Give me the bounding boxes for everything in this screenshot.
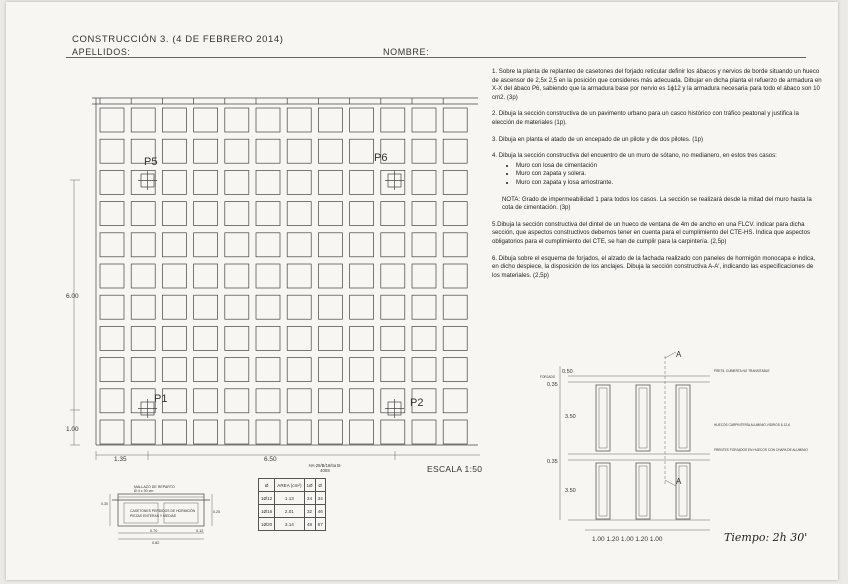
casetón-cell: [350, 420, 374, 444]
nombre-label: NOMBRE:: [383, 47, 430, 57]
casetón-cell: [381, 295, 405, 319]
casetón-cell: [100, 295, 124, 319]
rebar-cell: 1.13: [275, 492, 304, 505]
casetón-cell: [131, 420, 155, 444]
casetón-cell: [318, 295, 342, 319]
rebar-cell: 1Ø20: [259, 518, 275, 531]
dim-left-bottom: 1.00: [66, 426, 79, 433]
question-bullet: • Muro con losa de cimentación: [516, 162, 822, 171]
casetón-cell: [256, 326, 280, 350]
casetón-cell: [287, 233, 311, 257]
detail-dim-right: 0.25: [213, 510, 220, 514]
pillar-p2-label: P2: [410, 397, 424, 409]
casetón-cell: [350, 170, 374, 194]
casetón-cell: [318, 139, 342, 163]
rebar-header-cell: 1Ø: [304, 479, 315, 492]
casetón-cell: [100, 264, 124, 288]
casetón-cell: [131, 326, 155, 350]
question-text: 1. Sobre la planta de replanteo de casetones del forjado reticular definir los ábacos y nervios de borde situando un hueco de ascensor de 2,5x 2,5 en la posición que consideres más adecuada. Dibujar en dicha planta el refuerzo de armadura en X-X del ábaco P6, sabiendo que la armadura base por nervio es 1ϕ12 y la armadura necesaria para todo el ábaco son 10 cm2. (3p): [492, 68, 822, 101]
casetón-cell: [350, 108, 374, 132]
casetón-cell: [318, 326, 342, 350]
question-bullet: • Muro con zapata y solera.: [516, 170, 822, 179]
rebar-cell: 1Ø16: [259, 505, 275, 518]
question-text: 4. Dibuja la sección constructiva del encuentro de un muro de sótano, no medianero, en estos tres casos:: [492, 152, 777, 160]
facade-dim-forjado1: 0.35: [547, 382, 558, 388]
rebar-cell: 34: [315, 492, 325, 505]
casetón-cell: [443, 202, 467, 226]
rebar-header-cell: Ø: [259, 479, 275, 492]
casetón-cell: [162, 170, 186, 194]
casetón-cell: [100, 326, 124, 350]
casetón-cell: [162, 264, 186, 288]
casetón-cell: [287, 264, 311, 288]
casetón-cell: [350, 264, 374, 288]
casetón-cell: [162, 295, 186, 319]
question-text: 6. Dibuja sobre el esquema de forjados, el alzado de la fachada realizado con paneles de hormigón monocapa e indica, en dicho despiece, la disposición de los anclajes. Dibuja la sección constructiva A-A', indicando las especificaciones de los materiales. (2,5p): [492, 254, 816, 279]
casetón-cell: [318, 170, 342, 194]
casetón-cell: [225, 326, 249, 350]
casetón-cell: [443, 326, 467, 350]
pillar-p6: [374, 152, 404, 190]
casetón-cell: [318, 358, 342, 382]
casetón-cell: [100, 139, 124, 163]
detail-body-label2: PIEZAS ENTERAS Y MEDIAS: [130, 514, 177, 518]
rebar-header-cell: Ø: [315, 479, 325, 492]
casetón-cell: [381, 202, 405, 226]
detail-dim-bottom-c: 0.82: [152, 541, 160, 545]
detail-dim-left: 0.30: [101, 502, 108, 506]
casetón-cell: [162, 108, 186, 132]
casetón-cell: [381, 358, 405, 382]
casetón-cell: [256, 420, 280, 444]
casetón-cell: [194, 139, 218, 163]
casetón-cell: [412, 108, 436, 132]
question-text: NOTA: Grado de impermeabilidad 1 para todos los casos. La sección se realizará desde la mitad del muro hasta la cota de cimentación. (3p): [502, 195, 812, 212]
casetón-cell: [194, 326, 218, 350]
rebar-header-cell: AREA (cm²): [275, 479, 304, 492]
casetón-cell: [287, 420, 311, 444]
exam-time: Tiempo: 2h 30': [724, 531, 808, 544]
casetón-cell: [225, 420, 249, 444]
casetón-cell: [412, 233, 436, 257]
facade-label-pretil: PRETIL CUBIERTA NO TRANSITABLE: [714, 369, 770, 373]
casetón-cell: [256, 170, 280, 194]
facade-dim-mid1: 3.50: [565, 414, 576, 420]
casetón-cell: [100, 233, 124, 257]
casetón-cell: [225, 389, 249, 413]
rebar-cell: 24: [304, 492, 315, 505]
casetón-cell: [350, 295, 374, 319]
rebar-table: [258, 478, 326, 531]
facade-label-frentes: FRENTES FORJADOS EN HUECOS CON CHAPA DE ALUMINIO: [714, 448, 808, 452]
rebar-table-caption: HA-25/B/16/IIa B-400S: [308, 463, 342, 473]
casetón-cell: [350, 202, 374, 226]
casetón-cell: [381, 326, 405, 350]
casetón-cell: [225, 202, 249, 226]
casetón-cell: [318, 389, 342, 413]
casetón-cell: [350, 139, 374, 163]
casetón-cell: [256, 264, 280, 288]
casetón-cell: [100, 170, 124, 194]
section-a-bottom: A: [676, 477, 682, 486]
rebar-cell: 48: [304, 518, 315, 531]
casetón-cell: [350, 389, 374, 413]
casetón-cell: [412, 295, 436, 319]
casetón-cell: [256, 389, 280, 413]
rebar-cell: 46: [315, 505, 325, 518]
casetón-cell: [318, 108, 342, 132]
casetón-cell: [443, 170, 467, 194]
casetón-cell: [256, 233, 280, 257]
casetón-cell: [287, 389, 311, 413]
casetón-cell: [443, 295, 467, 319]
exam-title: CONSTRUCCIÓN 3. (4 DE FEBRERO 2014): [72, 34, 284, 45]
facade-dim-top: 0.50: [562, 369, 573, 375]
detail-top-label: MALLAZO DE REPARTO: [134, 485, 175, 489]
detail-top-label2: Ø 4 c 30 cm: [134, 489, 154, 493]
casetón-cell: [443, 389, 467, 413]
detail-dim-bottom-b: 0.12: [196, 529, 204, 533]
rebar-row: [259, 492, 326, 505]
casetón-cell: [381, 420, 405, 444]
casetón-cell: [162, 233, 186, 257]
rebar-cell: 67: [315, 518, 325, 531]
detail-body-label: CASETONES PERDIDOS DE HORMIGÓN: [130, 509, 196, 513]
facade-elevation: [540, 350, 808, 543]
casetón-cell: [443, 358, 467, 382]
dim-bottom-left: 1.35: [114, 456, 127, 463]
casetón-cell: [287, 170, 311, 194]
casetón-cell: [225, 358, 249, 382]
pillar-p2: [385, 397, 423, 418]
casetón-cell: [162, 420, 186, 444]
casetón-cell: [443, 264, 467, 288]
casetón-cell: [287, 326, 311, 350]
casetón-cell: [100, 108, 124, 132]
section-a-top: A: [676, 350, 682, 359]
casetón-cell: [256, 108, 280, 132]
casetón-cell: [350, 233, 374, 257]
casetón-cell: [131, 202, 155, 226]
casetón-cell: [287, 202, 311, 226]
casetón-cell: [100, 358, 124, 382]
casetón-cell: [381, 233, 405, 257]
casetón-cell: [318, 202, 342, 226]
casetón-cell: [100, 420, 124, 444]
rebar-cell: 1Ø12: [259, 492, 275, 505]
rebar-row: [259, 518, 326, 531]
casetón-cell: [131, 295, 155, 319]
casetón-cell: [443, 108, 467, 132]
casetón-cell: [443, 139, 467, 163]
casetón-cell: [194, 233, 218, 257]
question-text: 5.Dibuja la sección constructiva del dintel de un hueco de ventana de 4m de ancho en una FLCV. indicar para dicha sección, que aspectos constructivos debemos tener en cuenta para el cumplimiento del CTE-HS. Indica que aspectos obligatorios para el cumplimiento del CTE, se han de cumplir para la carpintería. (2,5p): [492, 220, 811, 245]
casetón-cell: [412, 358, 436, 382]
casetón-cell: [162, 202, 186, 226]
pillar-p5-label: P5: [144, 156, 158, 168]
casetón-cell: [318, 420, 342, 444]
casetón-cell: [256, 295, 280, 319]
casetón-cell: [194, 202, 218, 226]
casetón-cell: [412, 202, 436, 226]
pillar-p5: [138, 156, 157, 190]
casetón-cell: [287, 139, 311, 163]
pillar-p1-label: P1: [154, 393, 168, 405]
plan-scale: ESCALA 1:50: [427, 464, 483, 474]
casetón-cell: [162, 326, 186, 350]
casetón-cell: [194, 295, 218, 319]
casetón-cell: [225, 170, 249, 194]
casetón-cell: [256, 358, 280, 382]
casetón-cell: [412, 264, 436, 288]
casetón-cell: [318, 264, 342, 288]
casetón-cell: [131, 264, 155, 288]
casetón-cell: [381, 264, 405, 288]
pillar-p1: [138, 393, 167, 418]
casetón-cell: [100, 202, 124, 226]
pillar-p6-label: P6: [374, 152, 388, 164]
casetón-cell: [287, 358, 311, 382]
casetón-cell: [162, 358, 186, 382]
question-text: 3. Dibuja en planta el atado de un encepado de un pilote y de dos pilotes. (1p): [492, 135, 704, 143]
slab-section-detail: [101, 485, 220, 545]
casetón-cell: [287, 108, 311, 132]
casetón-cell: [194, 108, 218, 132]
casetón-cell: [412, 139, 436, 163]
detail-dim-bottom-a: 0.70: [150, 529, 158, 533]
casetón-cell: [225, 295, 249, 319]
casetón-cell: [350, 358, 374, 382]
casetón-cell: [256, 139, 280, 163]
casetón-cell: [100, 389, 124, 413]
casetón-cell: [162, 139, 186, 163]
facade-label-huecos: HUECOS CARPINTERÍA ALUMINIO VIDRIOS 6-12-6: [714, 423, 790, 427]
facade-label-forjado: FORJADO: [540, 375, 556, 379]
casetón-cell: [412, 420, 436, 444]
casetón-cell: [131, 389, 155, 413]
casetón-cell: [131, 358, 155, 382]
facade-dim-forjado2: 0.35: [547, 459, 558, 465]
rebar-cell: 32: [304, 505, 315, 518]
apellidos-label: APELLIDOS:: [72, 47, 131, 57]
rebar-cell: 2.01: [275, 505, 304, 518]
casetón-cell: [350, 326, 374, 350]
question-bullet: • Muro con zapata y losa arriostrante.: [516, 179, 822, 188]
casetón-cell: [225, 108, 249, 132]
casetón-cell: [287, 295, 311, 319]
casetón-cell: [131, 108, 155, 132]
casetón-cell: [412, 326, 436, 350]
casetón-cell: [225, 233, 249, 257]
casetón-cell: [194, 420, 218, 444]
dim-left-total: 6.00: [66, 293, 79, 300]
facade-bottom-dims: 1.00 1.20 1.00 1.20 1.00: [592, 536, 663, 543]
dim-bottom-main: 6.50: [264, 456, 277, 463]
casetón-cell: [194, 264, 218, 288]
rebar-cell: 3.14: [275, 518, 304, 531]
rebar-row: [259, 505, 326, 518]
casetón-cell: [131, 233, 155, 257]
casetón-cell: [194, 389, 218, 413]
facade-dim-mid2: 3.50: [565, 488, 576, 494]
casetón-cell: [443, 420, 467, 444]
casetón-cell: [381, 108, 405, 132]
casetón-cell: [318, 233, 342, 257]
casetón-cell: [443, 233, 467, 257]
question-text: 2. Dibuja la sección constructiva de un pavimento urbano para un casco histórico con tráfico peatonal y justifica la elección de materiales (1p).: [492, 110, 799, 126]
casetón-cell: [412, 170, 436, 194]
casetón-cell: [194, 358, 218, 382]
casetón-cell: [225, 139, 249, 163]
casetón-cell: [225, 264, 249, 288]
casetón-cell: [256, 202, 280, 226]
casetón-cell: [194, 170, 218, 194]
